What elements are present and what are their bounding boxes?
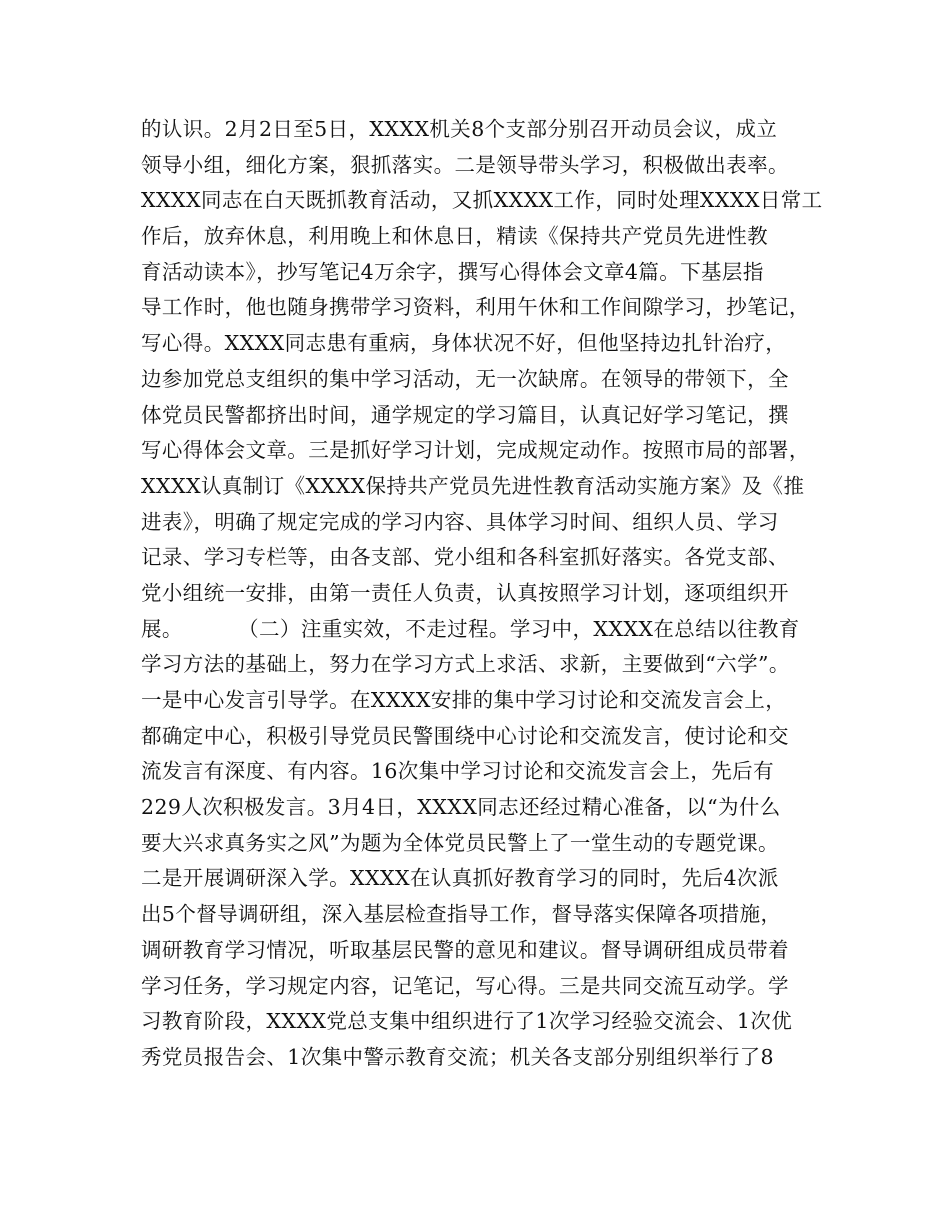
text-line: 学习任务，学习规定内容，记笔记，写心得。三是共同交流互动学。学 (141, 973, 789, 998)
text-line: 学习方法的基础上，努力在学习方式上求活、求新，主要做到“六学”。 (141, 652, 790, 677)
text-line: 作后，放弃休息，利用晚上和休息日，精读《保持共产党员先进性教 (141, 224, 768, 249)
text-line: 要大兴求真务实之风”为题为全体党员民警上了一堂生动的专题党课。 (141, 830, 779, 855)
text-line: 边参加党总支组织的集中学习活动，无一次缺席。在领导的带领下，全 (141, 366, 789, 391)
text-line: 育活动读本》，抄写笔记4万余字，撰写心得体会文章4篇。下基层指 (141, 259, 764, 284)
text-line: 出5个督导调研组，深入基层检查指导工作，督导落实保障各项措施， (141, 902, 782, 927)
text-line: 领导小组，细化方案，狠抓落实。二是领导带头学习，积极做出表率。 (141, 152, 789, 177)
text-line: 都确定中心，积极引导党员民警围绕中心讨论和交流发言，使讨论和交 (141, 723, 789, 748)
body-text (141, 112, 841, 1076)
text-line: 党小组统一安排，由第一责任人负责，认真按照学习计划，逐项组织开 (141, 580, 789, 605)
text-line: 一是中心发言引导学。在XXXX安排的集中学习讨论和交流发言会上， (141, 688, 787, 712)
text-line: 流发言有深度、有内容。16次集中学习讨论和交流发言会上，先后有 (141, 759, 774, 784)
text-line: 习教育阶段，XXXX党总支集中组织进行了1次学习经验交流会、1次优 (141, 1009, 793, 1034)
text-line: 调研教育学习情况，听取基层民警的意见和建议。督导调研组成员带着 (141, 937, 789, 962)
text-line: 的认识。2月2日至5日，XXXX机关8个支部分别召开动员会议，成立 (141, 117, 778, 141)
text-line: 229人次积极发言。3月4日，XXXX同志还经过精心准备，以“为什么 (141, 795, 781, 820)
text-line: 二是开展调研深入学。XXXX在认真抓好教育学习的同时，先后4次派 (141, 866, 779, 891)
text-line: 体党员民警都挤出时间，通学规定的学习篇目，认真记好学习笔记，撰 (141, 402, 789, 427)
text-line: 写心得。XXXX同志患有重病，身体状况不好，但他坚持边扎针治疗， (141, 331, 787, 356)
text-line: 导工作时，他也随身携带学习资料，利用午休和工作间隙学习，抄笔记， (141, 295, 810, 320)
text-line: 秀党员报告会、1次集中警示教育交流；机关各支部分别组织举行了8 (141, 1044, 774, 1069)
text-line: 进表》，明确了规定完成的学习内容、具体学习时间、组织人员、学习 (141, 509, 779, 534)
text-line: XXXX同志在白天既抓教育活动，又抓XXXX工作，同时处理XXXX日常工 (141, 188, 823, 213)
text-line: 展。 （二）注重实效，不走过程。学习中，XXXX在总结以往教育 (141, 616, 800, 641)
text-line: 写心得体会文章。三是抓好学习计划，完成规定动作。按照市局的部署， (141, 438, 810, 463)
text-line: XXXX认真制订《XXXX保持共产党员先进性教育活动实施方案》及《推 (141, 473, 805, 498)
text-line: 记录、学习专栏等，由各支部、党小组和各科室抓好落实。各党支部、 (141, 545, 789, 570)
